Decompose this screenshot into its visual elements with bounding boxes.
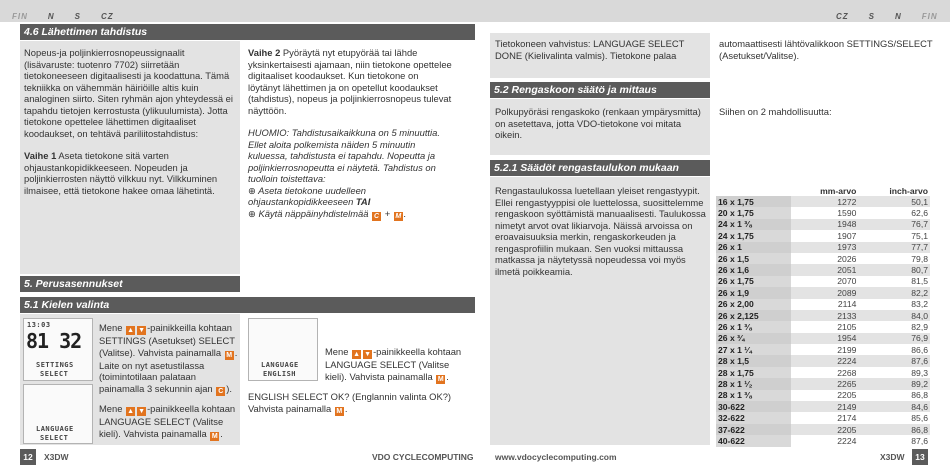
mm-value-cell: 1907 (837, 230, 857, 241)
inch-value-cell: 89,3 (911, 367, 928, 378)
table-row (716, 196, 930, 207)
mm-value-cell: 1973 (791, 242, 859, 253)
lang-tab-n[interactable]: N (47, 12, 55, 21)
t3a: Mene (325, 346, 352, 357)
inch-value-cell: 50,1 (858, 196, 930, 207)
table-row (716, 412, 930, 423)
down-button-icon: ▼ (364, 351, 372, 358)
header-size (716, 185, 791, 196)
tyre-size-cell: 24 x 1,75 (716, 230, 791, 241)
t2b: -painikkeella kohtaan LANGUAGE SELECT (Valitse kieli). Vahvista painamalla (99, 403, 236, 439)
inch-value-cell: 85,6 (911, 413, 928, 424)
t1a: Mene (99, 322, 126, 333)
section-heading-5: 5. Perusasennukset (20, 276, 240, 292)
step1-label: Vaihe 1 (24, 150, 57, 161)
table-row (716, 367, 930, 378)
tyre-intro-text: Polkupyöräsi rengaskoko (renkaan ympärysmitta) on asetettava, jotta VDO-tietokone voi mitata oikein. (495, 106, 701, 140)
m-button-icon: M (226, 351, 233, 359)
tyre-table-text: Rengastaulukossa luetellaan yleiset rengastyypit. Ellei rengastyyppisi ole luettelossa, suosittelemme rengaskoon syöttämistä manuaalisesti. Taulukossa nimetyt arvot ovat likiarvoja. Näissä arvoissa on eroavaisuuksia merkin, rengaskorkeuden ja rengasprofiilin mukaan. Sen vuoksi mittaussa matkassa ja näytetyssä nopeudessa voi myös ilmetä poikkeamia. (495, 185, 706, 277)
tyre-size-cell: 28 x 1 ¹⁄₂ (716, 378, 791, 389)
tyre-size-cell: 40-622 (716, 435, 791, 446)
table-row (716, 219, 930, 230)
mm-value-cell: 2133 (791, 310, 859, 321)
table-row (716, 207, 930, 218)
bullet-2: ⊕ Käytä näppäinyhdistelmää C + M . (248, 207, 407, 220)
table-row (716, 310, 930, 321)
mm-value-cell: 2026 (837, 253, 857, 264)
mm-value-cell: 2224 (837, 435, 857, 446)
inch-value-cell: 89,2 (858, 378, 930, 389)
inch-value-cell: 76,9 (858, 333, 930, 344)
lcd1-line2: SELECT (40, 370, 69, 378)
sync-text-col2 (248, 47, 453, 221)
page-number-right: 13 (912, 449, 928, 465)
t2c: . (220, 427, 223, 439)
table-row (716, 264, 930, 275)
table-row (716, 230, 930, 241)
model-right: X3DW (880, 452, 905, 462)
mm-value-cell: 2114 (837, 299, 857, 310)
lang-text-1 (99, 322, 238, 396)
lang-text-4 (248, 391, 463, 416)
tyre-size-cell: 26 x 2,125 (716, 310, 791, 321)
lang-tab-s[interactable]: S (74, 12, 82, 21)
tyre-size-cell: 24 x 1 ³⁄₈ (716, 219, 791, 230)
lang-tab-cz[interactable]: CZ (836, 12, 849, 21)
lang-tab-s[interactable]: S (868, 12, 876, 21)
lang-tab-fin[interactable]: FIN (12, 12, 28, 21)
lang-text-2 (99, 403, 238, 441)
table-row (716, 321, 930, 332)
up-button-icon: ▲ (127, 327, 135, 334)
tyre-size-cell: 30-622 (716, 401, 791, 412)
bullet-2-text: Käytä näppäinyhdistelmää (258, 207, 369, 219)
confirm-text-2: automaattisesti lähtövalikkoon SETTINGS/SELECT (Asetukset/Valitse). (719, 38, 933, 61)
mm-value-cell: 1954 (791, 333, 859, 344)
t1b: -painikkeilla kohtaan SETTINGS (Asetukset) SELECT (Valitse). Vahvista painamalla (99, 322, 235, 358)
lcd-settings-select (23, 318, 93, 381)
inch-value-cell: 82,9 (911, 321, 928, 332)
tyre-size-cell: 26 x 1,5 (716, 253, 791, 264)
table-row (716, 378, 930, 389)
tyre-size-cell: 26 x ³⁄₄ (716, 333, 791, 344)
sync-text-col1 (24, 47, 236, 196)
section-heading-5-1: 5.1 Kielen valinta (20, 297, 475, 313)
tyre-size-cell: 32-622 (716, 412, 791, 423)
up-button-icon: ▲ (353, 351, 361, 358)
mm-value-cell: 1272 (791, 196, 859, 207)
section-heading-5-2: 5.2 Rengaskoon säätö ja mittaus (490, 82, 710, 98)
language-tabs-left (12, 12, 134, 21)
c-button-icon: C (374, 212, 380, 220)
tyre-size-cell: 26 x 1,9 (716, 287, 791, 298)
down-button-icon: ▼ (138, 408, 146, 415)
website-url[interactable]: www.vdocyclecomputing.com (495, 452, 617, 462)
tyre-size-cell: 26 x 1,75 (716, 276, 791, 287)
inch-value-cell: 79,8 (911, 253, 928, 264)
lcd-speed: 81 32 (26, 329, 82, 353)
inch-value-cell: 86,8 (911, 390, 928, 401)
inch-value-cell: 84,0 (858, 310, 930, 321)
mm-value-cell: 2205 (791, 424, 859, 435)
table-row (716, 390, 930, 401)
mm-value-cell: 2205 (837, 390, 857, 401)
mm-value-cell: 2105 (837, 321, 857, 332)
tyre-size-cell: 26 x 1 (716, 242, 791, 253)
m-button-icon: M (336, 407, 343, 415)
table-row (716, 344, 930, 355)
inch-value-cell: 77,7 (858, 242, 930, 253)
table-row (716, 242, 930, 253)
page-number-left: 12 (20, 449, 36, 465)
lcd3-line2: ENGLISH (263, 370, 297, 378)
inch-value-cell: 80,7 (858, 264, 930, 275)
inch-value-cell: 86,6 (911, 344, 928, 355)
inch-value-cell: 83,2 (911, 299, 928, 310)
tyre-size-cell: 20 x 1,75 (716, 207, 791, 218)
table-row (716, 299, 930, 310)
inch-value-cell: 86,8 (858, 424, 930, 435)
tyre-size-table (716, 185, 930, 447)
mm-value-cell: 2199 (837, 344, 857, 355)
sync-intro: Nopeus-ja poljinkierrosnopeussignaalit (lisävaruste: tuotenro 7702) siirretään tietokoneeseen digitaalisesti ja koodattuna. Tämä tekniikka on vähemmän häiriöille altis kuin analoginen siirto. Siten ryhmän ajon yhteydessä ei tapahdu tietojen kerrostusta (ylikuulumista). Jotta tietokone opettelee lähettimen digitaaliset koodaukset, on tehtävä pariliitostahdistus: (24, 47, 233, 139)
sync-step1 (24, 150, 236, 196)
plus-sign: + (384, 207, 391, 219)
lang-text-3 (325, 346, 465, 384)
t4b: . (344, 402, 348, 414)
tyre-size-cell: 26 x 1 ³⁄₈ (716, 321, 791, 332)
sync-note-text: HUOMIO: Tahdistusaikaikkuna on 5 minuuttia. Ellet aloita polkemista näiden 5 minuutin kuluessa, tahdistusta ei tapahdu. Nopeutta ja poljinkierrosnopeutta ei näytetä. Tahdistus on tuolloin toistettava: (248, 127, 440, 184)
m-button-icon: M (395, 212, 402, 220)
mm-value-cell: 1948 (791, 219, 859, 230)
mm-value-cell: 2268 (837, 367, 857, 378)
mm-value-cell: 2174 (837, 413, 857, 424)
lcd-language-select (23, 384, 93, 444)
t1c: . Laite on nyt asetustilassa (toimintotilaan palataan painamalla 3 sekunnin ajan (99, 346, 238, 394)
table-row (716, 435, 930, 446)
section-heading-5-2-1: 5.2.1 Säädöt rengastaulukon mukaan (490, 160, 710, 176)
lang-tab-cz[interactable]: CZ (101, 12, 114, 21)
sync-step2 (248, 47, 453, 116)
tyre-size-cell: 28 x 1 ³⁄₈ (716, 390, 791, 401)
lang-tab-n[interactable]: N (895, 12, 902, 21)
lcd2-line1: LANGUAGE (36, 425, 74, 433)
m-button-icon: M (211, 432, 218, 440)
table-row (716, 424, 930, 435)
mm-value-cell: 2224 (791, 355, 859, 366)
brand-left: VDO CYCLECOMPUTING (372, 452, 474, 462)
step1-text: Aseta tietokone sitä varten ohjaustankopidikkeeseen. Nopeuden ja poljinkierrosten näyttö vilkkuu nyt. Vilkkuminen ilmaisee, että tietokone hakee omaa lähetintä. (24, 150, 218, 196)
tyre-table-header (716, 185, 930, 196)
inch-value-cell: 82,2 (858, 287, 930, 298)
mm-value-cell: 2265 (791, 378, 859, 389)
t3c: . (446, 370, 449, 382)
header-mm: mm-arvo (820, 185, 857, 196)
lcd3-line1: LANGUAGE (261, 361, 299, 369)
inch-value-cell: 76,7 (858, 219, 930, 230)
header-inch: inch-arvo (889, 185, 928, 196)
inch-value-cell: 81,5 (911, 276, 928, 287)
tyre-size-cell: 26 x 2,00 (716, 299, 791, 310)
bullet-1-or: TAI (355, 196, 371, 207)
tyre-size-cell: 27 x 1 ¹⁄₄ (716, 344, 791, 355)
table-row (716, 287, 930, 298)
tyre-size-cell: 37-622 (716, 424, 791, 435)
mm-value-cell: 2149 (791, 401, 859, 412)
table-row (716, 355, 930, 366)
inch-value-cell: 75,1 (911, 230, 928, 241)
sync-note (248, 127, 453, 221)
up-button-icon: ▲ (127, 408, 135, 415)
lcd-time: 13:03 (27, 321, 51, 329)
model-left: X3DW (44, 452, 69, 462)
lcd2-line2: SELECT (40, 434, 69, 442)
m-button-icon: M (437, 375, 444, 383)
confirm-text: Tietokoneen vahvistus: LANGUAGE SELECT DONE (Kielivalinta valmis). Tietokone palaa (495, 38, 685, 61)
tyre-size-cell: 28 x 1,75 (716, 367, 791, 378)
inch-value-cell: 87,6 (858, 355, 930, 366)
inch-value-cell: 87,6 (911, 435, 928, 446)
c-button-icon: C (218, 387, 224, 395)
down-button-icon: ▼ (138, 327, 146, 334)
table-row (716, 401, 930, 412)
bullet-1: ⊕ Aseta tietokone uudelleen ohjaustankopidikkeeseen TAI (248, 184, 371, 207)
tyre-size-cell: 28 x 1,5 (716, 355, 791, 366)
table-row (716, 276, 930, 287)
lang-tab-fin[interactable]: FIN (921, 12, 938, 21)
language-tabs-right (836, 12, 938, 21)
step2-text: Pyöräytä nyt etupyörää tai lähde yksinkertaisesti ajamaan, niin tietokone opettelee digitaaliset koodaukset. Kun tietokone on löytänyt lähettimen ja on opetellut koodaukset (tahdistus), nopeus ja poljinkierrosnopeus tulevat näyttöön. (248, 47, 452, 116)
t2a: Mene (99, 403, 126, 414)
table-row (716, 253, 930, 264)
mm-value-cell: 2089 (791, 287, 859, 298)
t1d: ). (226, 382, 232, 394)
section-heading-4-6: 4.6 Lähettimen tahdistus (20, 24, 475, 40)
bullet-1-text: Aseta tietokone uudelleen ohjaustankopidikkeeseen (248, 184, 367, 207)
options-text: Siihen on 2 mahdollisuutta: (719, 106, 832, 117)
tyre-size-cell: 16 x 1,75 (716, 196, 791, 207)
inch-value-cell: 62,6 (911, 208, 928, 219)
step2-label: Vaihe 2 (248, 47, 281, 58)
mm-value-cell: 1590 (837, 208, 857, 219)
lcd1-line1: SETTINGS (36, 361, 74, 369)
t4a: ENGLISH SELECT OK? (Englannin valinta OK?) Vahvista painamalla (248, 391, 452, 414)
inch-value-cell: 84,6 (858, 401, 930, 412)
t3b: -painikkeella kohtaan LANGUAGE SELECT (Valitse kieli). Vahvista painamalla (325, 346, 462, 382)
lcd-language-english (248, 318, 318, 381)
mm-value-cell: 2070 (837, 276, 857, 287)
mm-value-cell: 2051 (791, 264, 859, 275)
table-row (716, 333, 930, 344)
tyre-size-cell: 26 x 1,6 (716, 264, 791, 275)
